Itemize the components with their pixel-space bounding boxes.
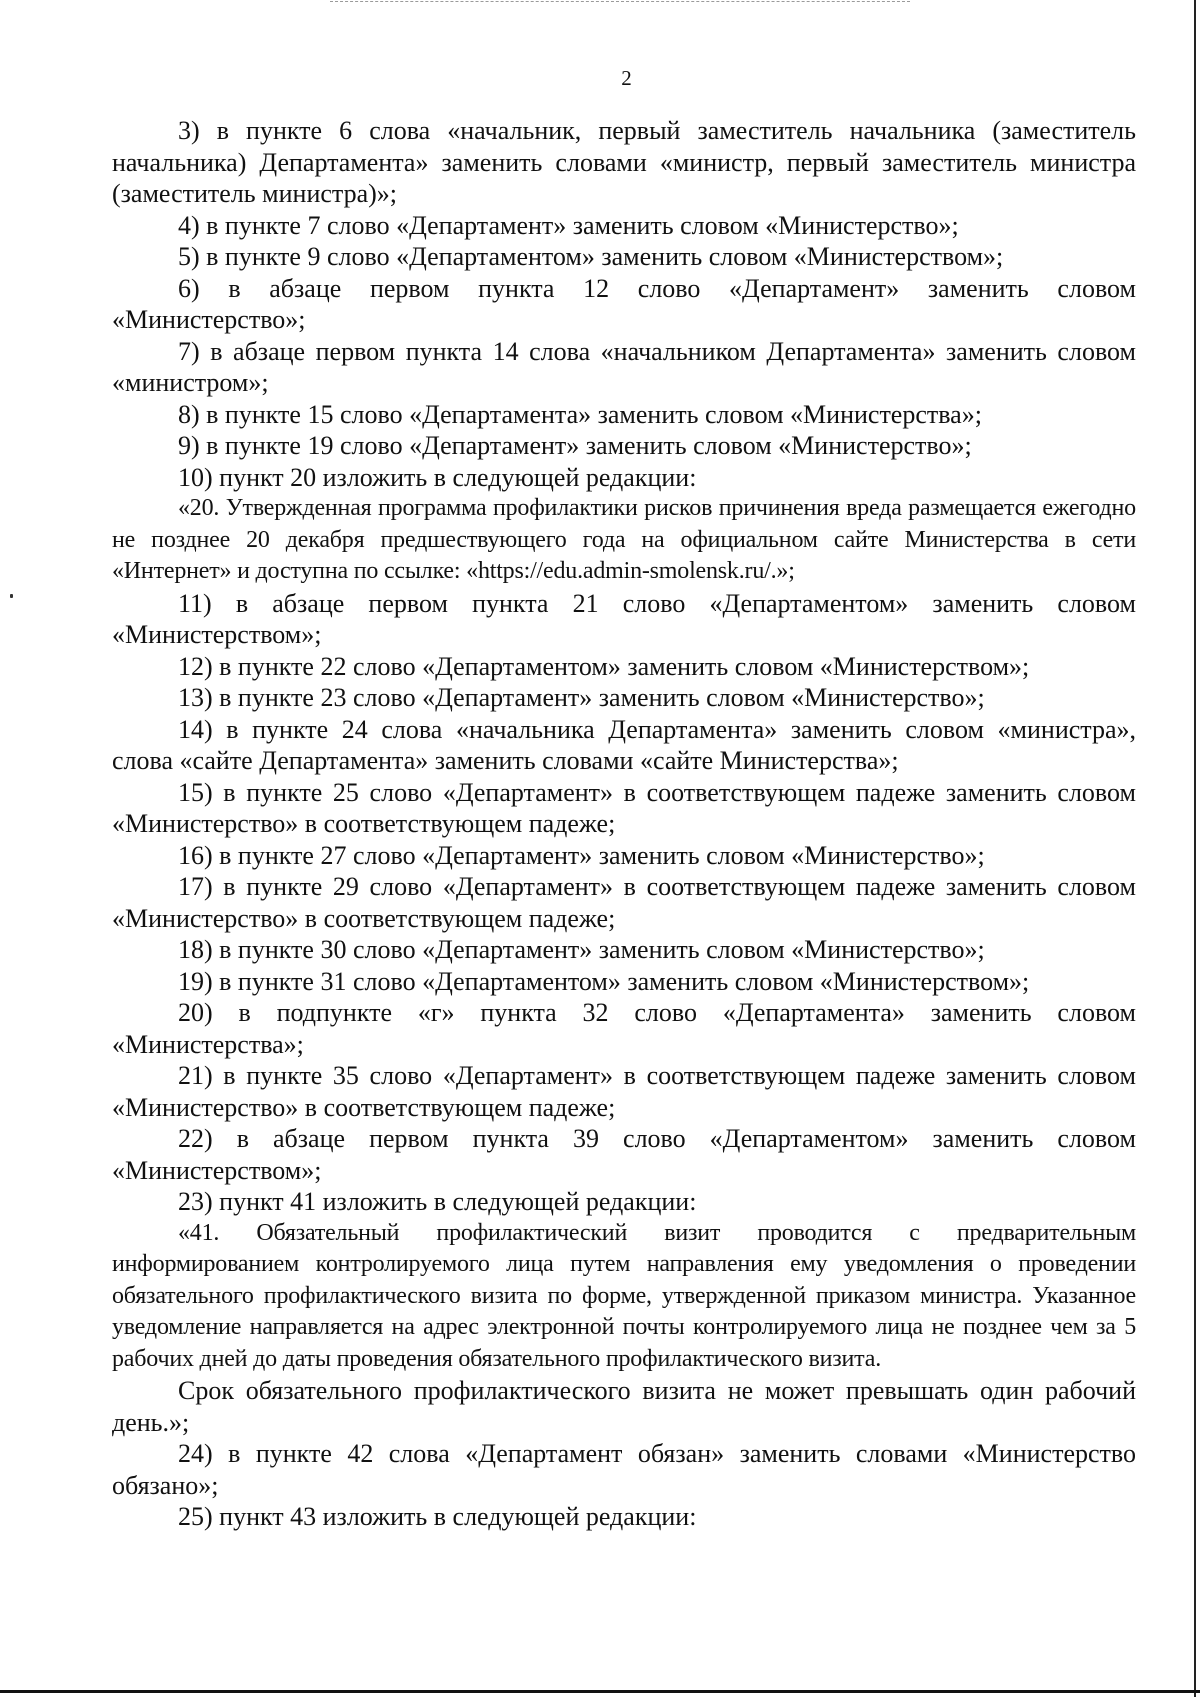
document-body bbox=[112, 115, 1136, 1533]
paragraph-item-13: 13) в пункте 23 слово «Департамент» заменить словом «Министерство»; bbox=[178, 683, 985, 712]
quoted-clause-41: «41. Обязательный профилактический визит проводится с предварительным информированием контролируемого лица путем направления ему уведомления о проведении обязательного профилактического визита по форме, утвержденной приказом министра. Указанное уведомление направляется на адрес электронной почты контролируемого лица не позднее чем за 5 рабочих дней до даты проведения обязательного профилактического визита. bbox=[112, 1219, 1136, 1372]
paragraph-item-16: 16) в пункте 27 слово «Департамент» заменить словом «Министерство»; bbox=[178, 840, 985, 870]
paragraph-item-3: 3) в пункте 6 слова «начальник, первый заместитель начальника (заместитель начальника) Департамента» заменить словами «министр, первый заместитель министра (заместитель министра)»; bbox=[112, 116, 1136, 208]
paragraph-item-17: 17) в пункте 29 слово «Департамент» в соответствующем падеже заменить словом «Министерство» в соответствующем падеже; bbox=[112, 872, 1136, 933]
paragraph-item-20: 20) в подпункте «г» пункта 32 слово «Департамента» заменить словом «Министерства»; bbox=[112, 998, 1136, 1059]
scan-right-edge-line bbox=[1194, 0, 1196, 1697]
scan-top-edge-line bbox=[330, 1, 910, 2]
quoted-clause-20: «20. Утвержденная программа профилактики рисков причинения вреда размещается ежегодно не позднее 20 декабря предшествующего года на официальном сайте Министерства в сети «Интернет» и доступна по ссылке: «https://edu.admin-smolensk.ru/.»; bbox=[112, 495, 1136, 584]
paragraph-item-24: 24) в пункте 42 слова «Департамент обязан» заменить словами «Министерство обязано»; bbox=[112, 1439, 1136, 1500]
paragraph-item-21: 21) в пункте 35 слово «Департамент» в соответствующем падеже заменить словом «Министерство» в соответствующем падеже; bbox=[112, 1061, 1136, 1122]
paragraph-item-4: 4) в пункте 7 слово «Департамент» заменить словом «Министерство»; bbox=[178, 210, 959, 240]
paragraph-item-9: 9) в пункте 19 слово «Департамент» заменить словом «Министерство»; bbox=[178, 431, 972, 460]
paragraph-item-18: 18) в пункте 30 слово «Департамент» заменить словом «Министерство»; bbox=[178, 935, 985, 964]
scan-bottom-edge-line bbox=[0, 1690, 1200, 1693]
paragraph-item-23: 23) пункт 41 изложить в следующей редакции: bbox=[178, 1187, 697, 1216]
quoted-clause-41-continuation: Срок обязательного профилактического визита не может превышать один рабочий день.»; bbox=[112, 1376, 1136, 1437]
scan-speck bbox=[10, 594, 13, 598]
paragraph-item-12: 12) в пункте 22 слово «Департаментом» заменить словом «Министерством»; bbox=[178, 651, 1030, 681]
paragraph-item-15: 15) в пункте 25 слово «Департамент» в соответствующем падеже заменить словом «Министерство» в соответствующем падеже; bbox=[112, 777, 1136, 838]
paragraph-item-6: 6) в абзаце первом пункта 12 слово «Департамент» заменить словом «Министерство»; bbox=[112, 273, 1136, 334]
paragraph-item-22: 22) в абзаце первом пункта 39 слово «Департаментом» заменить словом «Министерством»; bbox=[112, 1124, 1136, 1185]
paragraph-item-10: 10) пункт 20 изложить в следующей редакции: bbox=[178, 462, 697, 492]
page-number: 2 bbox=[621, 66, 632, 90]
paragraph-item-19: 19) в пункте 31 слово «Департаментом» заменить словом «Министерством»; bbox=[178, 966, 1030, 996]
paragraph-item-7: 7) в абзаце первом пункта 14 слова «начальником Департамента» заменить словом «министром»; bbox=[112, 336, 1136, 397]
paragraph-item-25: 25) пункт 43 изложить в следующей редакции: bbox=[178, 1502, 697, 1531]
paragraph-item-8: 8) в пункте 15 слово «Департамента» заменить словом «Министерства»; bbox=[178, 399, 982, 429]
paragraph-item-14: 14) в пункте 24 слова «начальника Департамента» заменить словом «министра», слова «сайте Департамента» заменить словами «сайте Министерства»; bbox=[112, 714, 1136, 775]
paragraph-item-11: 11) в абзаце первом пункта 21 слово «Департаментом» заменить словом «Министерством»; bbox=[112, 588, 1136, 649]
paragraph-item-5: 5) в пункте 9 слово «Департаментом» заменить словом «Министерством»; bbox=[178, 242, 1004, 271]
